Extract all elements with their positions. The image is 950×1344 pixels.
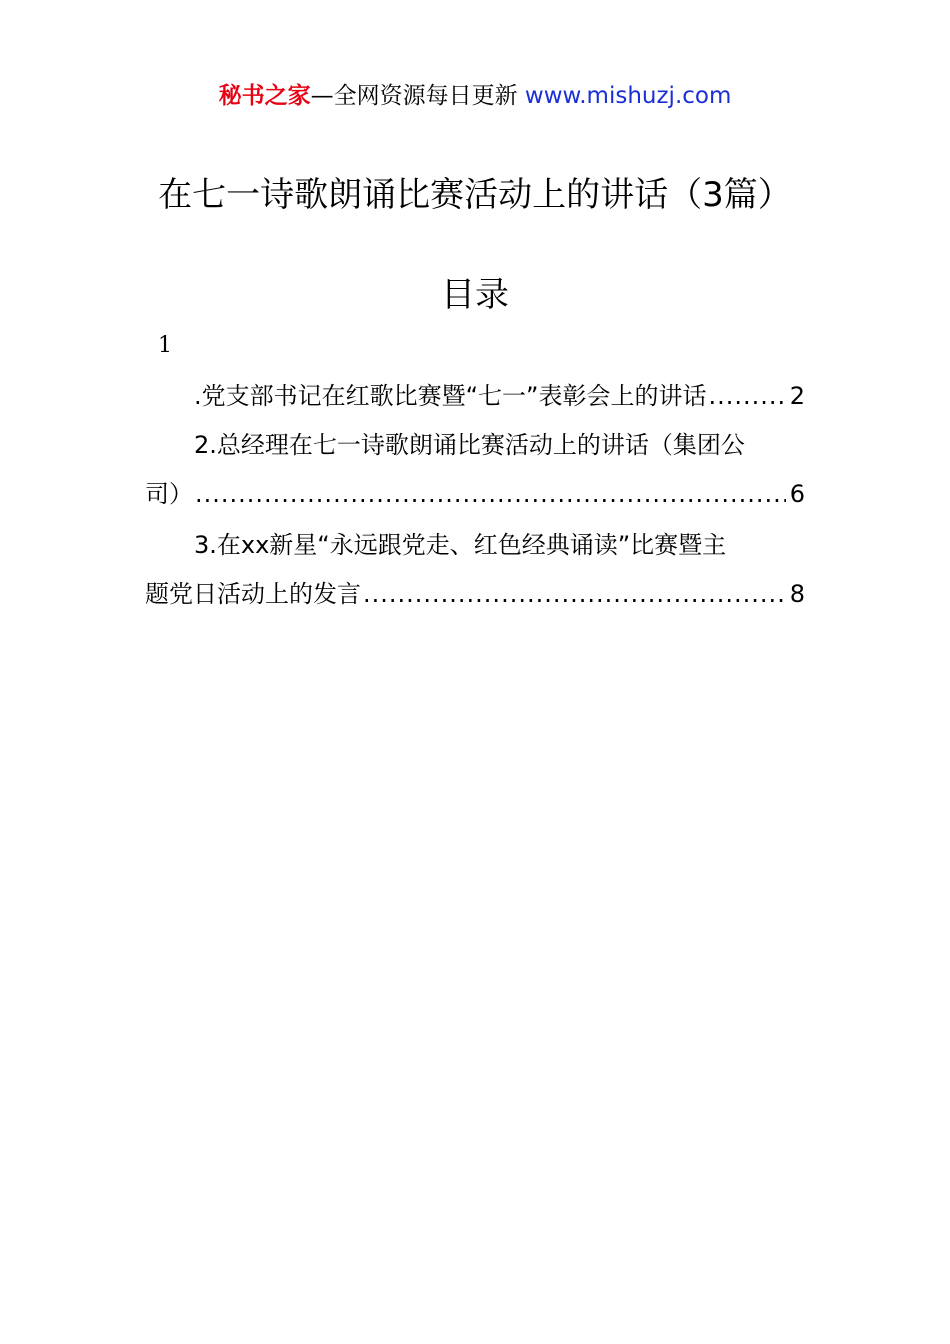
toc-entry-1-page: 2 xyxy=(789,382,805,410)
toc-entry-number: 1 xyxy=(158,333,172,358)
toc-leader-dots xyxy=(195,478,786,510)
toc-entry-1[interactable] xyxy=(194,380,805,412)
toc-entry-2-continuation[interactable] xyxy=(145,478,805,510)
toc-entry-1-title: .党支部书记在红歌比赛暨“七一”表彰会上的讲话 xyxy=(194,382,707,410)
site-banner xyxy=(0,80,950,112)
document-title: 在七一诗歌朗诵比赛活动上的讲话（3篇） xyxy=(158,175,792,215)
toc-entry-3-title-line1: 3.在xx新星“永远跟党走、红色经典诵读”比赛暨主 xyxy=(194,531,727,559)
toc-heading: 目录 xyxy=(441,275,509,315)
toc-entry-3-continuation[interactable] xyxy=(145,578,805,610)
toc-entry-2[interactable] xyxy=(194,429,805,461)
site-url-link[interactable]: www.mishuzj.com xyxy=(524,83,732,109)
toc-leader-dots xyxy=(709,380,786,412)
toc-entry-3[interactable] xyxy=(194,529,805,561)
site-brand: 秘书之家 xyxy=(218,83,311,109)
toc-entry-2-title-line2: 司） xyxy=(145,480,193,508)
site-tagline: —全网资源每日更新 xyxy=(310,83,518,109)
toc-entry-2-title-line1: 2.总经理在七一诗歌朗诵比赛活动上的讲话（集团公 xyxy=(194,431,745,459)
toc-entry-3-title-line2: 题党日活动上的发言 xyxy=(145,580,361,608)
toc-leader-dots xyxy=(363,578,786,610)
toc-entry-3-page: 8 xyxy=(789,580,805,608)
toc-entry-2-page: 6 xyxy=(789,480,805,508)
